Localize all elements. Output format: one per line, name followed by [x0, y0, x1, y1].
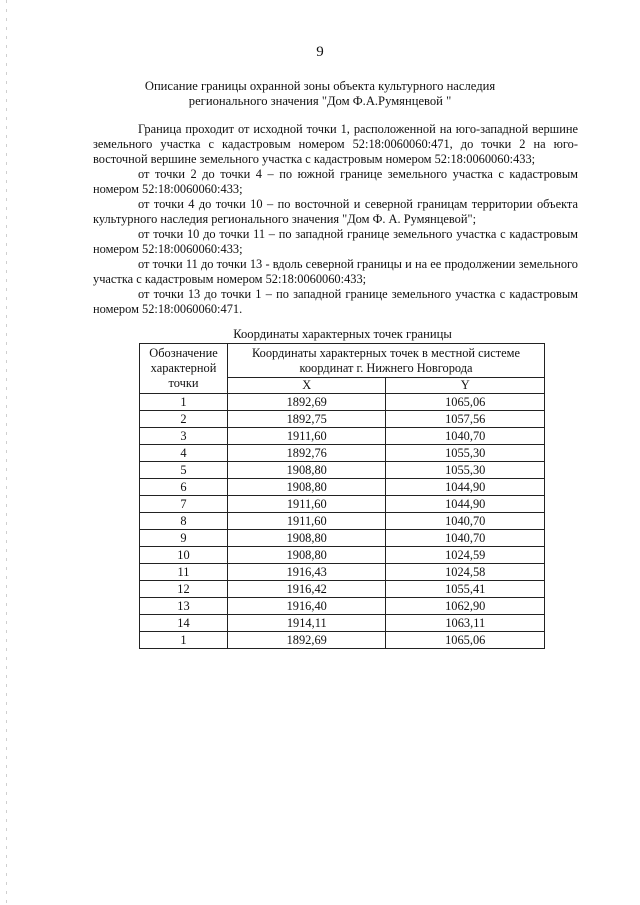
cell-y: 1057,56: [386, 411, 545, 428]
table-row: [140, 445, 545, 462]
scan-edge: [6, 0, 7, 905]
cell-x: 1916,43: [228, 564, 386, 581]
paragraph: от точки 13 до точки 1 – по западной границе земельного участка с кадастровым номером 52:18:0060060:471.: [93, 287, 578, 316]
table-row: [140, 632, 545, 649]
cell-y: 1024,59: [386, 547, 545, 564]
table-row: [140, 513, 545, 530]
cell-point: 1: [140, 632, 228, 649]
table-row: [140, 581, 545, 598]
paragraph: Граница проходит от исходной точки 1, расположенной на юго-западной вершине земельного участка с кадастровым номером 52:18:0060060:471, до точки 2 на юго-восточной вершине земельного участка с кадастровым номером 52:18:0060060:433;: [93, 122, 578, 166]
table-caption: Координаты характерных точек границы: [233, 327, 452, 341]
title-line-1: Описание границы охранной зоны объекта культурного наследия: [144, 79, 496, 93]
cell-point: 12: [140, 581, 228, 598]
cell-y: 1062,90: [386, 598, 545, 615]
header-point: Обозначение характерной точки: [140, 344, 228, 394]
table-row: [140, 598, 545, 615]
cell-point: 8: [140, 513, 228, 530]
page-number: 9: [316, 44, 324, 60]
cell-x: 1908,80: [228, 530, 386, 547]
table-row: [140, 428, 545, 445]
table-row: [140, 479, 545, 496]
cell-point: 2: [140, 411, 228, 428]
table-row: [140, 615, 545, 632]
cell-y: 1040,70: [386, 530, 545, 547]
cell-y: 1055,41: [386, 581, 545, 598]
table-row: [140, 547, 545, 564]
cell-point: 6: [140, 479, 228, 496]
cell-x: 1892,75: [228, 411, 386, 428]
table-row: [140, 462, 545, 479]
table-row: [140, 530, 545, 547]
header-y: Y: [386, 378, 545, 394]
cell-y: 1044,90: [386, 496, 545, 513]
cell-y: 1055,30: [386, 462, 545, 479]
cell-x: 1892,69: [228, 632, 386, 649]
cell-x: 1911,60: [228, 428, 386, 445]
cell-x: 1911,60: [228, 496, 386, 513]
document-title: [90, 79, 550, 109]
cell-y: 1024,58: [386, 564, 545, 581]
cell-point: 9: [140, 530, 228, 547]
cell-x: 1908,80: [228, 462, 386, 479]
cell-x: 1892,69: [228, 394, 386, 411]
cell-point: 14: [140, 615, 228, 632]
cell-y: 1040,70: [386, 428, 545, 445]
cell-point: 13: [140, 598, 228, 615]
cell-x: 1908,80: [228, 547, 386, 564]
cell-y: 1055,30: [386, 445, 545, 462]
paragraph: от точки 10 до точки 11 – по западной границе земельного участка с кадастровым номером 52:18:0060060:433;: [93, 227, 578, 256]
cell-point: 11: [140, 564, 228, 581]
table-row: [140, 394, 545, 411]
cell-y: 1040,70: [386, 513, 545, 530]
cell-x: 1914,11: [228, 615, 386, 632]
cell-y: 1044,90: [386, 479, 545, 496]
paragraph: от точки 4 до точки 10 – по восточной и северной границам территории объекта культурного наследия регионального значения "Дом Ф. А. Румянцевой";: [93, 197, 578, 226]
title-line-2: регионального значения "Дом Ф.А.Румянцевой ": [188, 94, 452, 108]
paragraph: от точки 2 до точки 4 – по южной границе земельного участка с кадастровым номером 52:18:0060060:433;: [93, 167, 578, 196]
header-coordinates: Координаты характерных точек в местной системе координат г. Нижнего Новгорода: [228, 344, 545, 378]
cell-x: 1916,40: [228, 598, 386, 615]
cell-point: 10: [140, 547, 228, 564]
paragraph: от точки 11 до точки 13 - вдоль северной границы и на ее продолжении земельного участка с кадастровым номером 52:18:0060060:433;: [93, 257, 578, 286]
cell-x: 1892,76: [228, 445, 386, 462]
table-row: [140, 564, 545, 581]
table-row: [140, 496, 545, 513]
cell-point: 7: [140, 496, 228, 513]
cell-point: 1: [140, 394, 228, 411]
cell-y: 1065,06: [386, 394, 545, 411]
cell-x: 1908,80: [228, 479, 386, 496]
cell-point: 3: [140, 428, 228, 445]
cell-point: 5: [140, 462, 228, 479]
cell-y: 1063,11: [386, 615, 545, 632]
boundary-description: [93, 122, 578, 317]
table-row: [140, 411, 545, 428]
cell-point: 4: [140, 445, 228, 462]
cell-y: 1065,06: [386, 632, 545, 649]
cell-x: 1916,42: [228, 581, 386, 598]
coordinates-table: [139, 343, 545, 649]
cell-x: 1911,60: [228, 513, 386, 530]
table-body: [140, 394, 545, 649]
header-x: X: [228, 378, 386, 394]
